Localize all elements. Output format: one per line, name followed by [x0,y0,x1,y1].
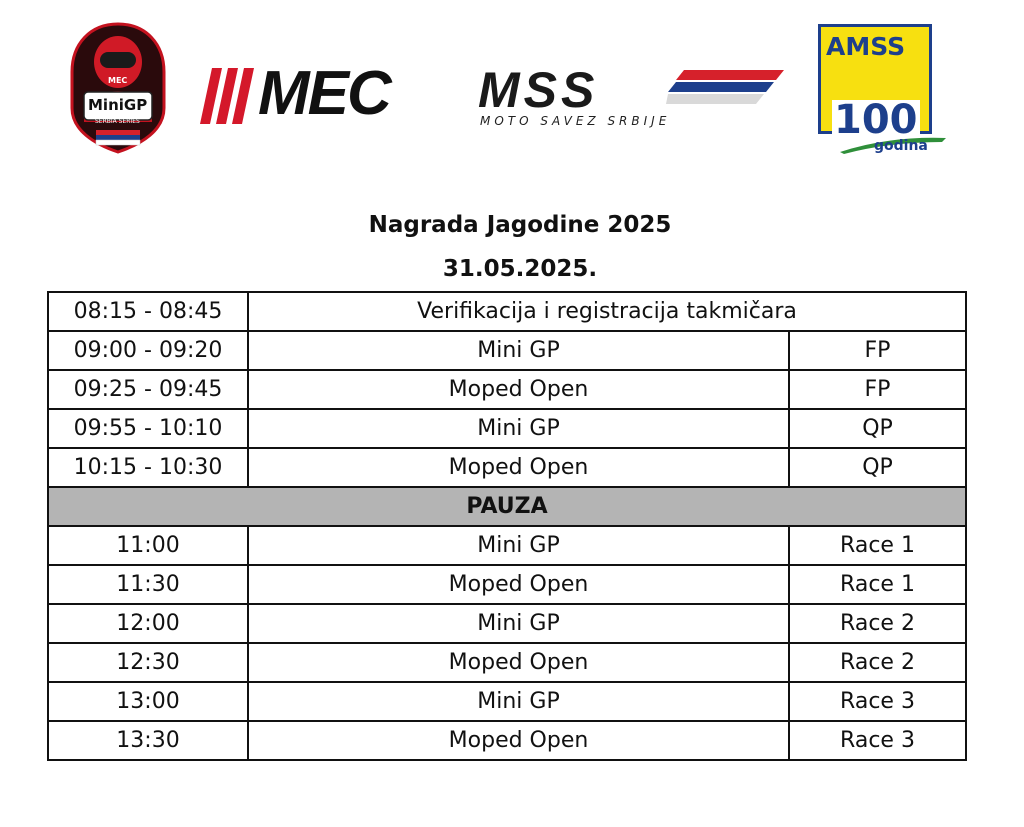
session-cell: Race 1 [789,565,966,604]
amss-logo [816,24,946,164]
mss-logo [470,62,788,136]
time-cell: 11:30 [48,565,248,604]
class-cell: Mini GP [248,409,789,448]
session-cell: Race 3 [789,682,966,721]
table-row [48,682,966,721]
schedule-table [47,291,967,761]
mec-wordmark: MEC [258,59,390,128]
class-cell: Moped Open [248,448,789,487]
time-cell: 09:55 - 10:10 [48,409,248,448]
minigp-sub: SERBIA SERIES [95,118,140,125]
class-cell: Mini GP [248,331,789,370]
minigp-tag: MEC [108,76,128,85]
event-title: Nagrada Jagodine 2025 [368,212,672,238]
table-row [48,409,966,448]
pause-cell: PAUZA [48,487,966,526]
table-row [48,643,966,682]
event-date: 31.05.2025. [442,256,598,282]
time-cell: 10:15 - 10:30 [48,448,248,487]
table-row [48,331,966,370]
registration-cell: Verifikacija i registracija takmičara [248,292,966,331]
session-cell: Race 1 [789,526,966,565]
class-cell: Mini GP [248,526,789,565]
session-cell: FP [789,370,966,409]
mec-stripes-icon [198,64,260,128]
table-row [48,370,966,409]
time-cell: 12:30 [48,643,248,682]
amss-years-label: godina [874,138,928,154]
mec-logo [198,59,448,128]
time-cell: 13:30 [48,721,248,760]
class-cell: Moped Open [248,721,789,760]
time-cell: 12:00 [48,604,248,643]
minigp-brand: MiniGP [88,96,148,114]
session-cell: QP [789,409,966,448]
time-cell: 11:00 [48,526,248,565]
class-cell: Mini GP [248,682,789,721]
time-cell: 09:25 - 09:45 [48,370,248,409]
minigp-rider-shield-icon [66,22,170,154]
amss-wordmark: AMSS [826,32,906,61]
session-cell: Race 2 [789,643,966,682]
table-row [48,448,966,487]
minigp-logo [66,22,170,154]
class-cell: Moped Open [248,565,789,604]
session-cell: QP [789,448,966,487]
amss-anniversary-number: 100 [834,97,918,143]
time-cell: 08:15 - 08:45 [48,292,248,331]
time-cell: 09:00 - 09:20 [48,331,248,370]
session-cell: FP [789,331,966,370]
time-cell: 13:00 [48,682,248,721]
class-cell: Mini GP [248,604,789,643]
table-row [48,565,966,604]
table-row [48,526,966,565]
mss-wordmark: MSS [478,62,599,118]
session-cell: Race 3 [789,721,966,760]
mss-flag-swoosh-icon [666,68,786,108]
table-row [48,721,966,760]
class-cell: Moped Open [248,643,789,682]
class-cell: Moped Open [248,370,789,409]
table-row [48,604,966,643]
pause-row [48,487,966,526]
table-row [48,292,966,331]
mss-subtitle: MOTO SAVEZ SRBIJE [480,114,671,128]
session-cell: Race 2 [789,604,966,643]
